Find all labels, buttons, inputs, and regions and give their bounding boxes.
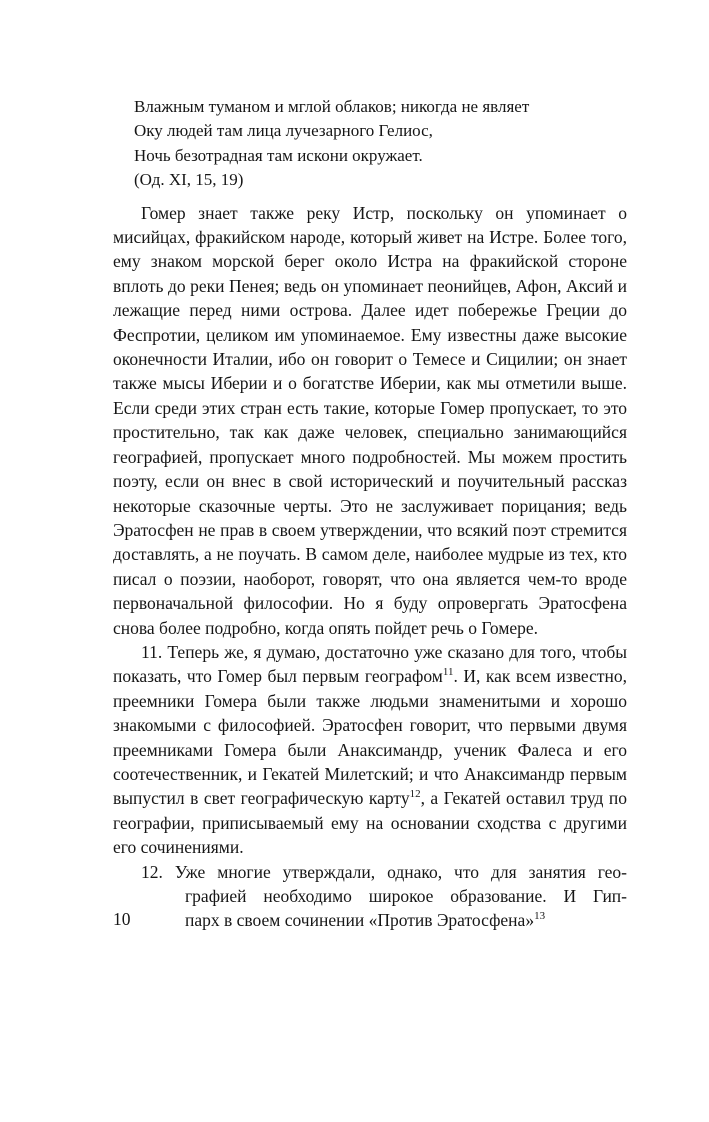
paragraph-text: Гомер знает также реку Истр, поскольку он упоминает о мисийцах, фракийском народе, который живет на Истре. Более того, ему знаком морской берег около Истра на фракийской стороне вплоть до реки Пенея; ведь он упоминает пеонийцев, Афон, Аксий и лежащие перед ними острова. Далее идет побережье Греции до Феспротии, целиком им упоминаемое. Ему известны даже высокие оконечности Италии, ибо он говорит о Темесе и Сицилии; он знает также мысы Иберии и о богатстве Иберии, как мы отметили выше. Если среди этих стран есть такие, которые Гомер пропускает, то это простительно, так как даже человек, специально занимающийся географией, пропускает много подробностей. Мы можем простить поэту, если он внес в свой исторический и поучительный рассказ некоторые сказочные черты. Это не заслуживает порицания; ведь Эратосфен не прав в своем утверждении, что всякий поэт стремится доставлять, а не поучать. В самом деле, наиболее мудрые из тех, кто писал о поэзии, наоборот, говорят, что она является чем-то вроде первоначальной философии. Но я буду опровергать Эратосфена снова более подробно, когда опять пойдет речь о Гомере. — [113, 202, 627, 638]
paragraph-11 — [113, 640, 627, 860]
poem-citation: (Од. XI, 15, 19) — [134, 170, 244, 190]
poem-line: Ночь безотрадная там искони окружает. — [134, 145, 423, 165]
paragraph-text-line — [185, 908, 627, 932]
paragraph-12-indented-block — [185, 884, 627, 933]
paragraph-text: графией необходимо широкое образование. И Гип- — [185, 886, 627, 906]
paragraph-homer-geography — [113, 201, 627, 640]
footnote-ref-13: 13 — [534, 910, 546, 923]
poem-line: Влажным туманом и мглой облаков; никогда не являет — [134, 97, 530, 116]
poem-line: Оку людей там лица лучезарного Гелиос, — [134, 121, 433, 141]
poem-quote — [134, 95, 627, 193]
paragraph-12 — [113, 860, 627, 933]
footnote-ref-12: 12 — [409, 788, 421, 801]
footnote-ref-11: 11 — [442, 666, 454, 679]
paragraph-text: 11. Теперь же, я думаю, достаточно уже сказано для того, чтобы показать, что Гомер был первым географом — [113, 641, 627, 687]
paragraph-text: 12. Уже многие утверждали, однако, что для занятия гео- — [141, 861, 627, 882]
paragraph-text: , а Гекатей оставил труд по географии, приписываемый ему на основании сходства с другими его сочинениями. — [113, 788, 627, 858]
paragraph-text: . И, как всем известно, преемники Гомера были также людьми знаменитыми и хорошо знакомыми с философией. Эратосфен говорит, что первыми двумя преемниками Гомера были Анаксимандр, ученик Фалеса и его соотечественник, и Гекатей Милетский; и что Анаксимандр первым выпустил в свет географическую карту — [113, 666, 627, 809]
paragraph-text: парх в своем сочинении «Против Эратосфена» — [185, 910, 535, 931]
page-number: 10 — [113, 909, 131, 930]
